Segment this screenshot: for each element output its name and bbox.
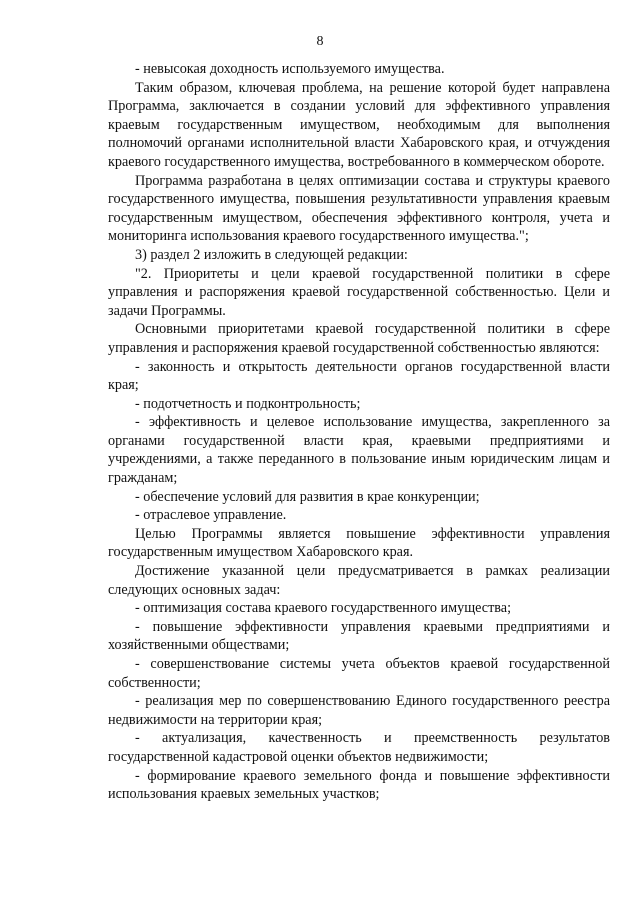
list-item: - совершенствование системы учета объектов краевой государственной собственности; — [108, 656, 610, 691]
paragraph: Целью Программы является повышение эффективности управления государственным имуществом Хабаровского края. — [108, 525, 610, 561]
paragraph: Достижение указанной цели предусматривается в рамках реализации следующих основных задач: — [108, 563, 610, 598]
list-item: - подотчетность и подконтрольность; — [135, 395, 361, 412]
document-body — [108, 60, 610, 804]
list-item: - законность и открытость деятельности органов государственной власти края; — [108, 358, 610, 394]
paragraph: 3) раздел 2 изложить в следующей редакции: — [135, 246, 408, 263]
paragraph: Программа разработана в целях оптимизации состава и структуры краевого государственного имущества, повышения результативности управления краевым государственным имуществом, обеспечения эффективного контроля, учета и мониторинга использования краевого государственного имущества."; — [108, 172, 610, 245]
list-item: - повышение эффективности управления краевыми предприятиями и хозяйственными обществами; — [108, 618, 610, 654]
paragraph: Основными приоритетами краевой государственной политики в сфере управления и распоряжения краевой государственной собственностью являются: — [108, 321, 610, 356]
list-item: - формирование краевого земельного фонда и повышение эффективности использования краевых земельных участков; — [108, 767, 610, 803]
paragraph: - невысокая доходность используемого имущества. — [135, 61, 445, 77]
section-heading: "2. Приоритеты и цели краевой государственной политики в сфере управления и распоряжения краевой государственной собственностью. Цели и задачи Программы. — [108, 265, 610, 319]
page-number: 8 — [316, 34, 324, 49]
list-item: - оптимизация состава краевого государственного имущества; — [135, 600, 512, 617]
paragraph: Таким образом, ключевая проблема, на решение которой будет направлена Программа, заключается в создании условий для эффективного управления краевым государственным имуществом, необходимым для выполнения полномочий органами исполнительной власти Хабаровского края, и отчуждения краевого государственного имущества, востребованного в коммерческом обороте. — [108, 79, 610, 170]
list-item: - обеспечение условий для развития в крае конкуренции; — [135, 488, 480, 505]
list-item: - актуализация, качественность и преемственность результатов государственной кадастровой оценки объектов недвижимости; — [108, 730, 610, 765]
list-item: - реализация мер по совершенствованию Единого государственного реестра недвижимости на территории края; — [108, 693, 610, 728]
list-item: - отраслевое управление. — [135, 507, 287, 524]
list-item: - эффективность и целевое использование имущества, закрепленного за органами государственной власти края, краевыми предприятиями и учреждениями, а также переданного в пользование иным юридическим лицам и гражданам; — [108, 414, 610, 487]
